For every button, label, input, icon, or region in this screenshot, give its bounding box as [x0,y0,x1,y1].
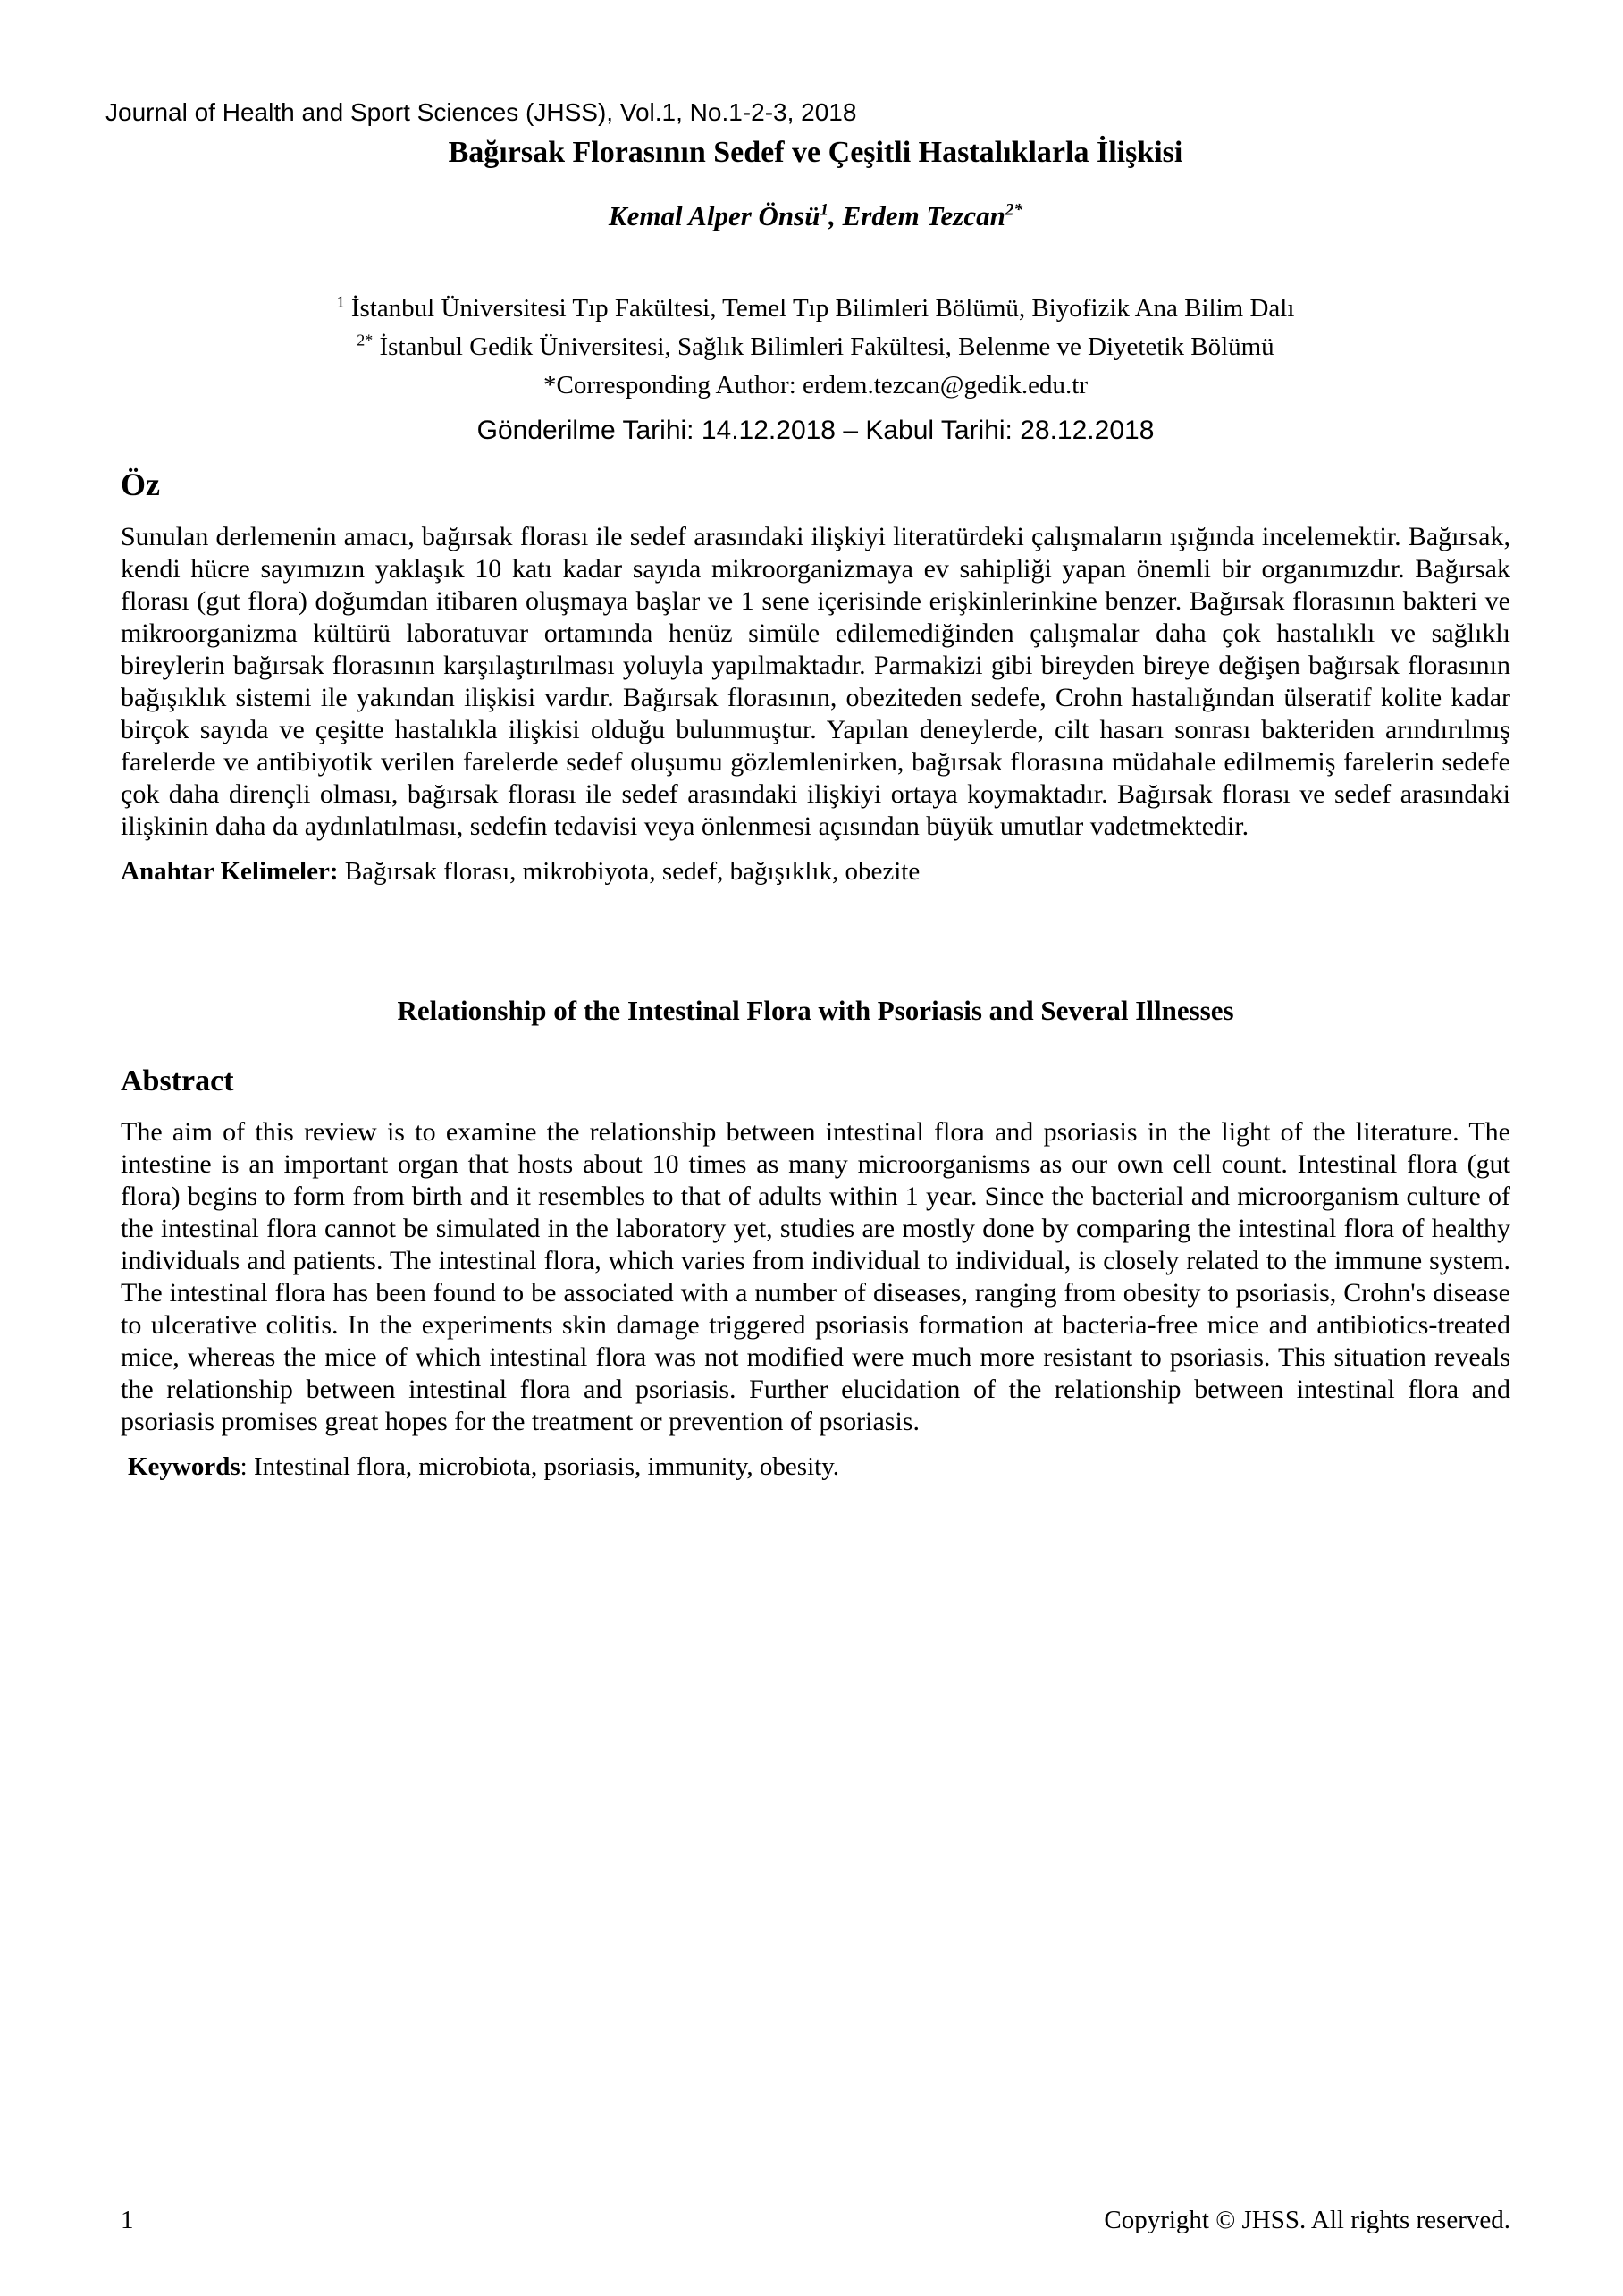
author-name-1: Kemal Alper Önsü [608,200,820,231]
author-name-2: Erdem Tezcan [842,200,1005,231]
abstract-heading: Abstract [121,1064,234,1098]
author-superscript-2: 2* [1005,200,1023,220]
copyright-notice: Copyright © JHSS. All rights reserved. [1104,2206,1510,2234]
affiliation-text-1: İstanbul Üniversitesi Tıp Fakültesi, Temel Tıp Bilimleri Bölümü, Biyofizik Ana Bilim Dalı [344,294,1295,323]
abstract-keywords-line [121,1452,1510,1482]
affiliation-superscript-1: 1 [336,292,345,311]
affiliation-text-2: İstanbul Gedik Üniversitesi, Sağlık Bilimleri Fakültesi, Belenme ve Diyetetik Bölümü [373,332,1274,361]
oz-keywords-text: Bağırsak florası, mikrobiyota, sedef, bağışıklık, obezite [338,857,921,886]
oz-abstract-text: Sunulan derlemenin amacı, bağırsak florası ile sedef arasındaki ilişkiyi literatürdeki çalışmaların ışığında incelemektir. Bağırsak, kendi hücre sayımızın yaklaşık 10 katı kadar sayıda mikroorganizmaya ev sahipliği yapan önemli bir organımızdır. Bağırsak florası (gut flora) doğumdan itibaren oluşmaya başlar ve 1 sene içerisinde erişkinlerinkine benzer. Bağırsak florasının bakteri ve mikroorganizma kültürü laboratuvar ortamında henüz simüle edilemediğinden çalışmalar daha çok hastalıklı ve sağlıklı bireylerin bağırsak florasının karşılaştırılması yoluyla yapılmaktadır. Parmakizi gibi bireyden bireye değişen bağırsak florasının bağışıklık sistemi ile yakından ilişkisi vardır. Bağırsak florasının, obeziteden sedefe, Crohn hastalığından ülseratif kolite kadar birçok sayıda ve çeşitte hastalıkla ilişkisi olduğu bulunmuştur. Yapılan deneylerde, cilt hasarı sonrası bakteriden arındırılmış farelerde ve antibiyotik verilen farelerde sedef oluşumu gözlemlenirken, bağırsak florasına müdahale edilmemiş farelerin sedefe çok daha dirençli olması, bağırsak florası ile sedef arasındaki ilişkiyi ortaya koymaktadır. Bağırsak florası ve sedef arasındaki ilişkinin daha da aydınlatılması, sedefin tedavisi veya önlenmesi açısından büyük umutlar vadetmektedir. [121,522,1510,841]
affiliation-superscript-2: 2* [357,331,374,349]
abstract-keywords-text: : Intestinal flora, microbiota, psoriasis, immunity, obesity. [240,1452,840,1481]
affiliation-line-2 [121,328,1510,366]
author-superscript-1: 1 [820,200,829,220]
affiliation-line-1 [121,290,1510,328]
affiliations-block [121,290,1510,405]
oz-heading: Öz [121,467,160,502]
oz-keywords-label: Anahtar Kelimeler: [121,857,339,886]
authors-line [121,200,1510,232]
page-footer [121,2206,1510,2235]
abstract-keywords-label: Keywords [128,1452,240,1481]
submission-dates-line: Gönderilme Tarihi: 14.12.2018 – Kabul Tarihi: 28.12.2018 [476,416,1155,445]
abstract-text: The aim of this review is to examine the relationship between intestinal flora and psoriasis in the light of the literature. The intestine is an important organ that hosts about 10 times as many microorganisms as our own cell count. Intestinal flora (gut flora) begins to form from birth and it resembles to that of adults within 1 year. Since the bacterial and microorganism culture of the intestinal flora cannot be simulated in the laboratory yet, studies are mostly done by comparing the intestinal flora of healthy individuals and patients. The intestinal flora, which varies from individual to individual, is closely related to the immune system. The intestinal flora has been found to be associated with a number of diseases, ranging from obesity to psoriasis, Crohn's disease to ulcerative colitis. In the experiments skin damage triggered psoriasis formation at bacteria-free mice and antibiotics-treated mice, whereas the mice of which intestinal flora was not modified were much more resistant to psoriasis. This situation reveals the relationship between intestinal flora and psoriasis. Further elucidation of the relationship between intestinal flora and psoriasis promises great hopes for the treatment or prevention of psoriasis. [121,1117,1510,1436]
author-separator: , [828,200,843,231]
page-number: 1 [121,2206,134,2234]
journal-header-line: Journal of Health and Sport Sciences (JHSS), Vol.1, No.1-2-3, 2018 [105,98,857,126]
paper-title-turkish: Bağırsak Florasının Sedef ve Çeşitli Hastalıklarla İlişkisi [448,136,1183,169]
oz-keywords-line [121,857,1510,887]
corresponding-author-line: *Corresponding Author: erdem.tezcan@gedik.edu.tr [543,371,1088,399]
paper-title-english: Relationship of the Intestinal Flora with Psoriasis and Several Illnesses [397,995,1234,1026]
